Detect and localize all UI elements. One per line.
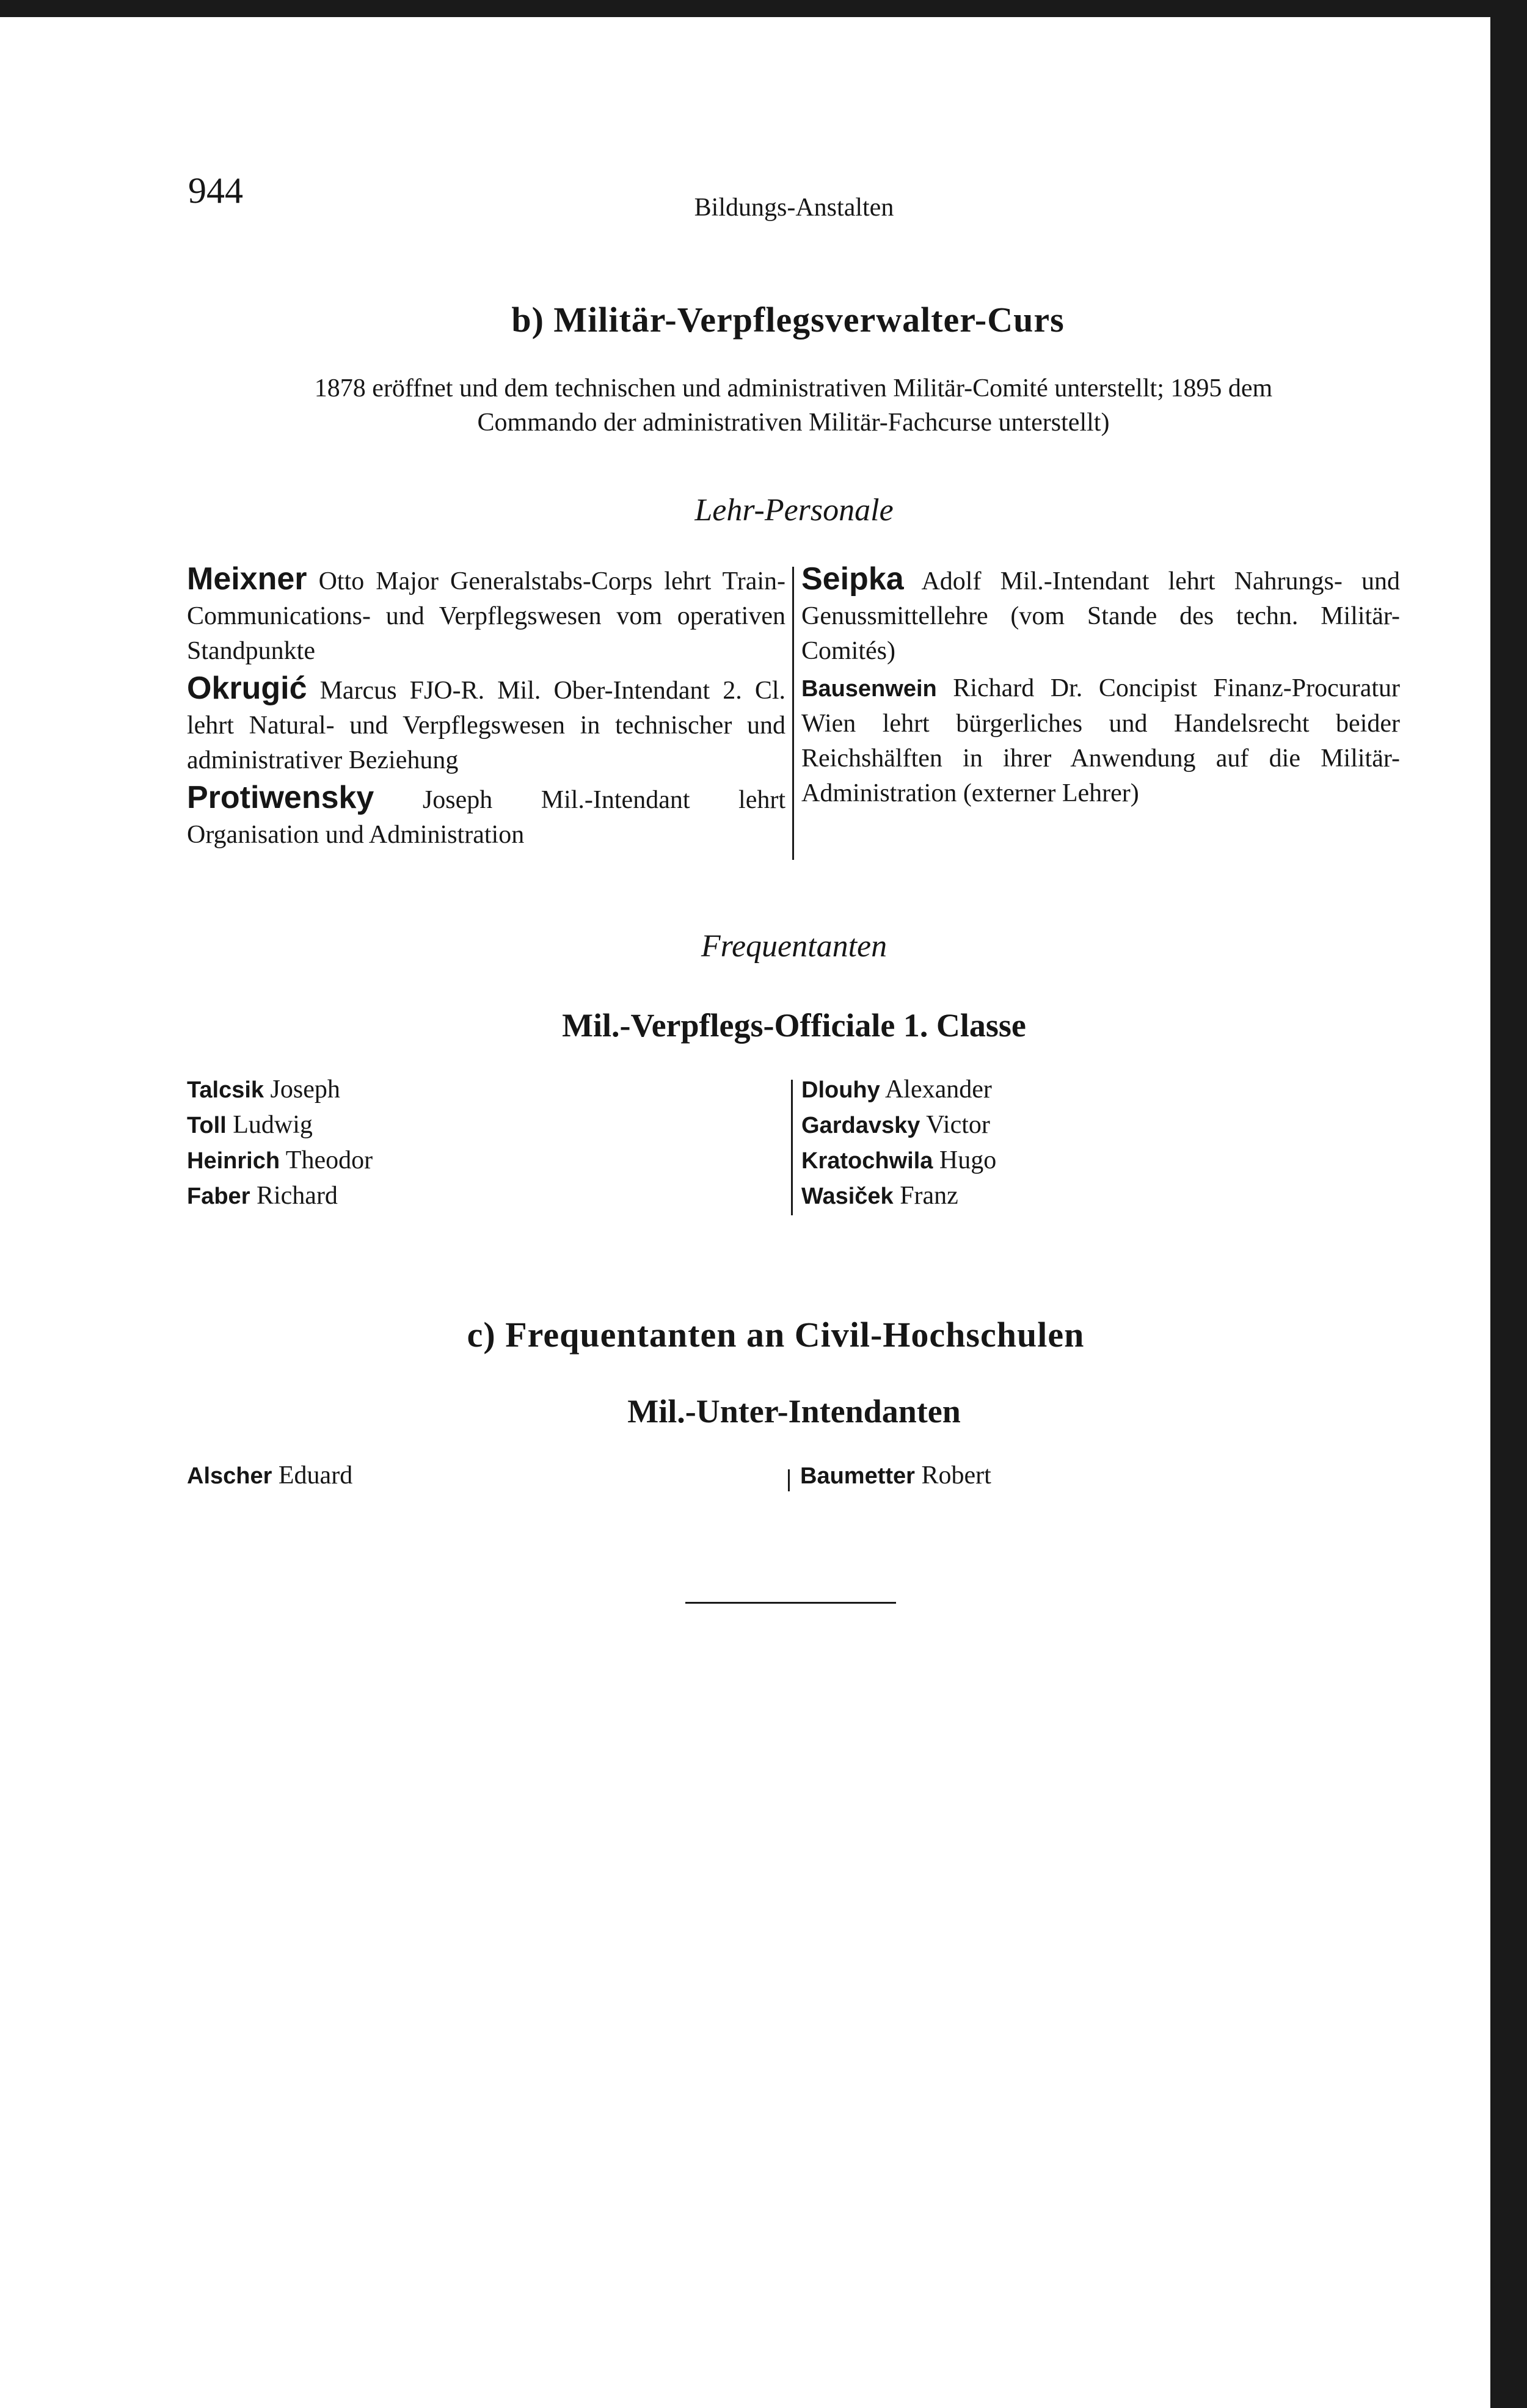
teacher-name: Seipka [801,561,904,597]
student-surname: Baumetter [800,1463,915,1489]
list-item [187,1108,773,1143]
students-left-list [187,1072,773,1214]
student-surname: Dlouhy [801,1077,880,1103]
lehr-personale-heading: Lehr-Personale [694,493,894,528]
student-given-name: Richard [256,1182,338,1210]
student-surname: Gardavsky [801,1113,920,1138]
rank-heading-officiale: Mil.-Verpflegs-Officiale 1. Classe [562,1007,1026,1044]
student-given-name: Eduard [278,1461,353,1490]
teacher-text: Marcus FJO-R. Mil. Ober-Intendant 2. Cl. lehrt Natural- und Verpflegswesen in technischer und administrativer Beziehung [187,677,785,774]
teacher-entry [187,562,785,669]
intro-line-1: 1878 eröffnet und dem technischen und administrativen Militär-Comité unterstellt; 1895 dem [314,374,1273,402]
list-item [800,1458,1387,1494]
student-given-name: Theodor [285,1146,373,1174]
column-divider [792,567,794,860]
student-given-name: Alexander [884,1075,992,1104]
list-item [187,1072,773,1108]
running-head: Bildungs-Anstalten [694,194,894,222]
teachers-right-column [801,562,1400,811]
list-item [801,1108,1388,1143]
student-given-name: Franz [900,1182,958,1210]
student-given-name: Victor [926,1111,990,1139]
teacher-name: Protiwensky [187,780,374,815]
teacher-entry [801,562,1400,669]
closing-rule [685,1602,896,1604]
section-c-heading: c) Frequentanten an Civil-Hochschulen [467,1315,1085,1355]
page-number: 944 [188,170,243,211]
list-item [801,1143,1388,1179]
teacher-entry [187,780,785,853]
student-given-name: Robert [921,1461,991,1490]
student-surname: Heinrich [187,1148,280,1174]
student-given-name: Hugo [939,1146,997,1174]
student-surname: Talcsik [187,1077,264,1103]
student-surname: Toll [187,1113,227,1138]
list-item [801,1179,1388,1214]
section-c-left-list [187,1458,773,1494]
intro-line-2: Commando der administrativen Militär-Fachcurse unterstellt) [477,409,1110,437]
teacher-name: Okrugić [187,671,307,706]
student-surname: Faber [187,1184,250,1209]
student-surname: Wasiček [801,1184,894,1209]
document-page [0,17,1490,2408]
section-b-intro [187,371,1400,440]
list-item [187,1179,773,1214]
student-surname: Alscher [187,1463,272,1489]
section-b-heading: b) Militär-Verpflegsverwalter-Curs [511,300,1065,340]
teacher-text: Adolf Mil.-Intendant lehrt Nahrungs- und Genussmittellehre (vom Stande des techn. Militär-Comités) [801,567,1400,665]
teacher-entry [187,671,785,778]
list-item [801,1072,1388,1108]
teacher-name: Bausenwein [801,676,937,702]
student-given-name: Ludwig [233,1111,313,1139]
student-given-name: Joseph [270,1075,340,1104]
rank-heading-unter-intendanten: Mil.-Unter-Intendanten [627,1393,961,1430]
student-surname: Kratochwila [801,1148,933,1174]
teacher-text: Richard Dr. Concipist Finanz-Procuratur Wien lehrt bürgerliches und Handelsrecht beider Reichshälften in ihrer Anwendung auf die Militär-Administration (externer Lehrer) [801,674,1400,807]
teacher-name: Meixner [187,561,307,597]
teacher-entry [801,671,1400,811]
teacher-text: Joseph Mil.-Intendant lehrt Organisation und Administration [187,786,786,849]
list-divider [788,1469,790,1491]
students-right-list [801,1072,1388,1214]
teachers-left-column [187,562,785,853]
frequentanten-heading: Frequentanten [701,929,887,964]
list-item [187,1458,773,1494]
list-item [187,1143,773,1179]
section-c-right-list [800,1458,1387,1494]
list-divider [791,1080,793,1215]
teacher-text: Otto Major Generalstabs-Corps lehrt Train-Communications- und Verpflegswesen vom operativen Standpunkte [187,567,785,665]
